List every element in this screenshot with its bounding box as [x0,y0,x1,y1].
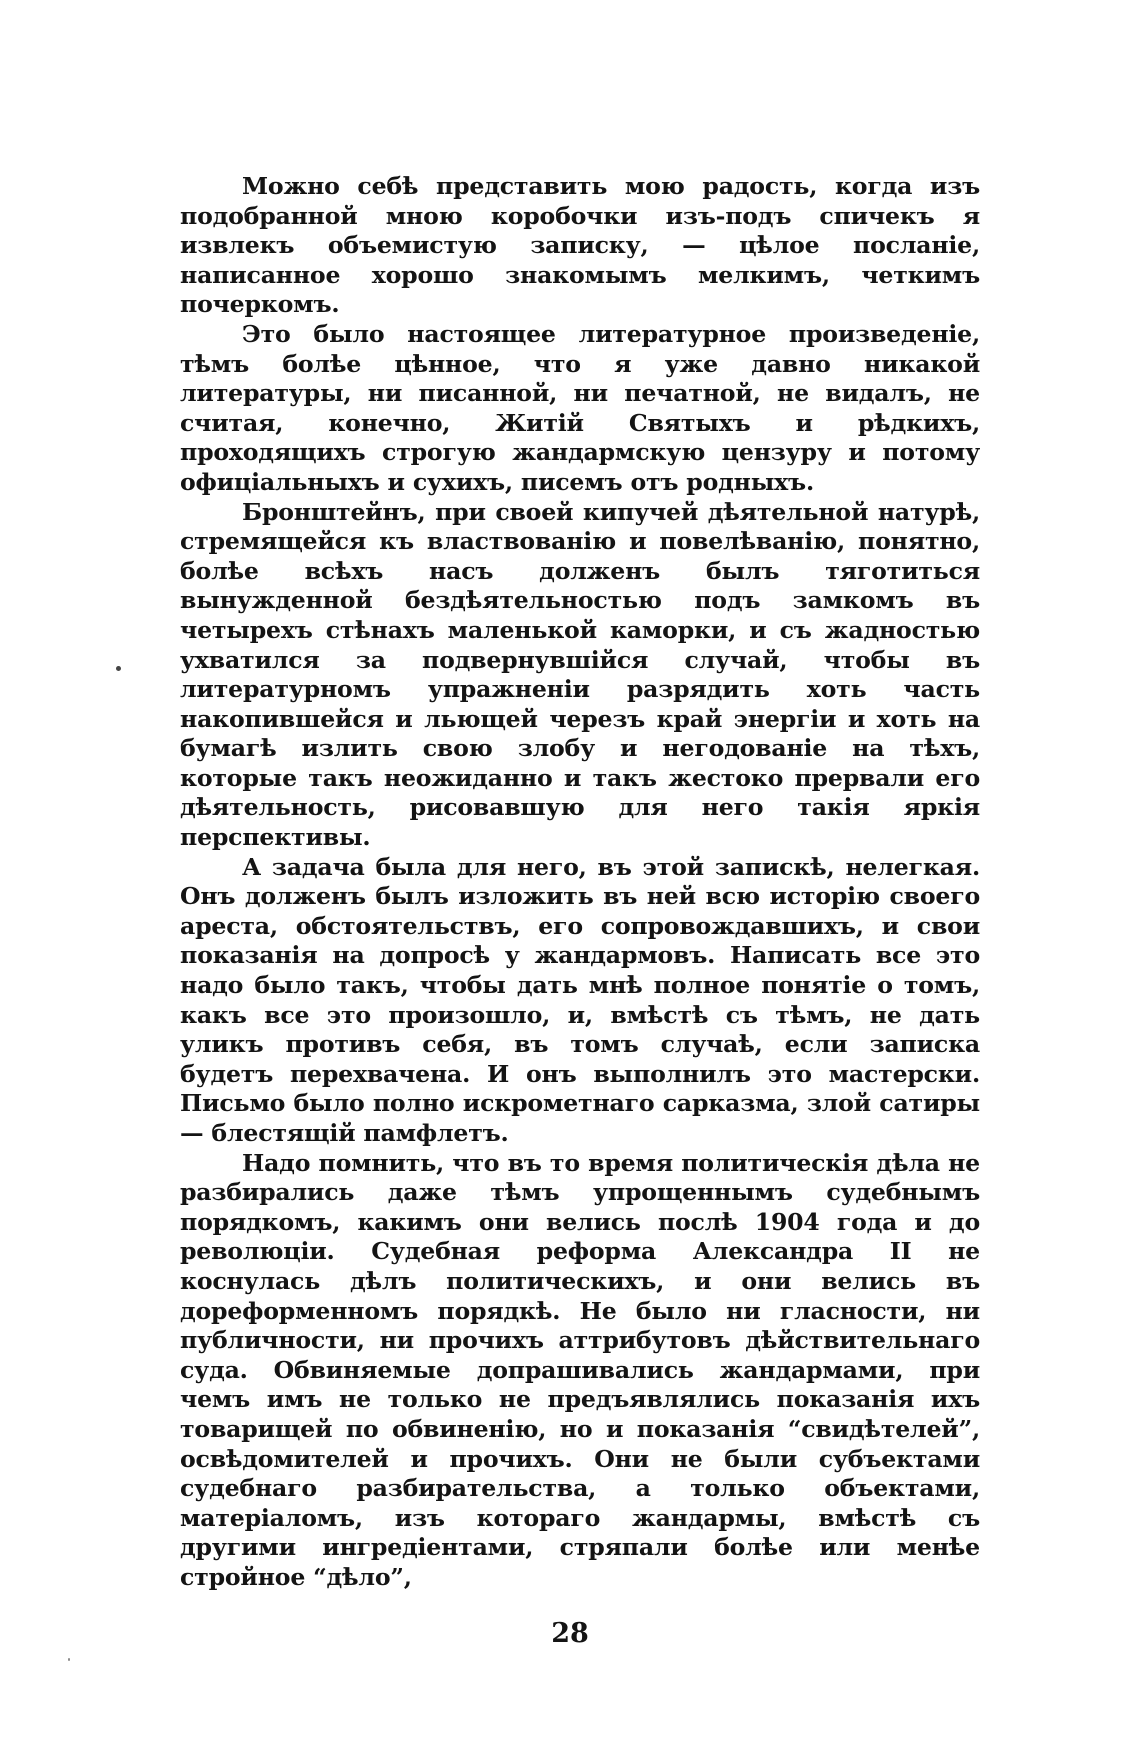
paragraph-5: Надо помнить, что въ то время политическія дѣла не разбирались даже тѣмъ упрощеннымъ судебнымъ порядкомъ, какимъ они велись послѣ 1904 года и до революціи. Судебная реформа Александра II не коснулась дѣлъ политическихъ, и они велись въ дореформенномъ порядкѣ. Не было ни гласности, ни публичности, ни прочихъ аттрибутовъ дѣйствительнаго суда. Обвиняемые допрашивались жандармами, при чемъ имъ не только не предъявлялись показанія ихъ товарищей по обвиненію, но и показанія “свидѣтелей”, освѣдомителей и прочихъ. Они не были субъектами судебнаго разбирательства, а только объектами, матеріаломъ, изъ котораго жандармы, вмѣстѣ съ другими ингредіентами, стряпали болѣе или менѣе стройное “дѣло”, [180,1148,980,1591]
paragraph-2: Это было настоящее литературное произведеніе, тѣмъ болѣе цѣнное, что я уже давно никакой литературы, ни писанной, ни печатной, не видалъ, не считая, конечно, Житій Святыхъ и рѣдкихъ, проходящихъ строгую жандармскую цензуру и потому офиціальныхъ и сухихъ, писемъ отъ родныхъ. [180,319,980,496]
body-text [180,172,980,1593]
print-speck [116,666,121,671]
paragraph-4: А задача была для него, въ этой запискѣ, нелегкая. Онъ долженъ былъ изложить въ ней всю исторію своего ареста, обстоятельствъ, его сопровождавшихъ, и свои показанія на допросѣ у жандармовъ. Написать все это надо было такъ, чтобы дать мнѣ полное понятіе о томъ, какъ все это произошло, и, вмѣстѣ съ тѣмъ, не дать уликъ противъ себя, въ томъ случаѣ, если записка будетъ перехвачена. И онъ выполнилъ это мастерски. Письмо было полно искрометнаго сарказма, злой сатиры — блестящій памфлетъ. [180,852,980,1147]
paragraph-1: Можно себѣ представить мою радость, когда изъ подобранной мною коробочки изъ-подъ спичекъ я извлекъ объемистую записку, — цѣлое посланіе, написанное хорошо знакомымъ мелкимъ, четкимъ почеркомъ. [180,172,980,319]
print-speck [68,1658,70,1661]
paragraph-3: Бронштейнъ, при своей кипучей дѣятельной натурѣ, стремящейся къ властвованію и повелѣванію, понятно, болѣе всѣхъ насъ долженъ былъ тяготиться вынужденной бездѣятельностью подъ замкомъ въ четырехъ стѣнахъ маленькой каморки, и съ жадностью ухватился за подвернувшійся случай, чтобы въ литературномъ упражненіи разрядить хоть часть накопившейся и льющей черезъ край энергіи и хоть на бумагѣ излить свою злобу и негодованіе на тѣхъ, которые такъ неожиданно и такъ жестоко прервали его дѣятельность, рисовавшую для него такія яркія перспективы. [180,497,980,852]
page-number: 28 [551,1618,589,1649]
